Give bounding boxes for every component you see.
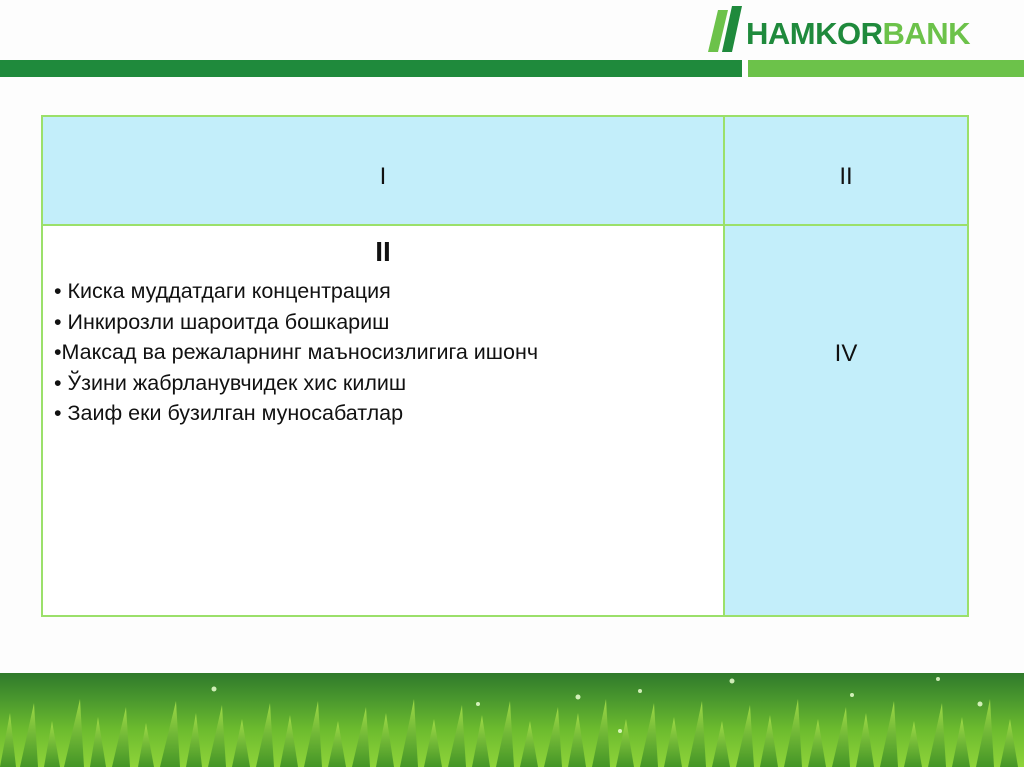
- grass-blades-icon: [0, 673, 1024, 767]
- logo-wordmark: [746, 18, 970, 49]
- logo-word-bank: BANK: [882, 16, 971, 51]
- list-item: • Инкирозли шароитда бошкариш: [54, 309, 390, 334]
- quadrant-4-label: IV: [834, 340, 858, 367]
- grass-footer-image: [0, 673, 1024, 767]
- logo-word-hamkor: HAMKOR: [746, 16, 883, 51]
- list-item: • Заиф еки бузилган муносабатлар: [54, 401, 404, 425]
- header-cell-2: [723, 115, 969, 226]
- logo-mark-icon: [702, 6, 746, 52]
- quadrant-cell-3: [41, 224, 725, 617]
- header-bar-light: [748, 60, 1024, 77]
- header-bar-dark: [0, 60, 742, 77]
- header-label-2: II: [839, 163, 853, 190]
- hamkorbank-logo: [702, 6, 1002, 52]
- quadrant-3-title: II: [375, 236, 391, 267]
- header-cell-1: [41, 115, 725, 226]
- list-item: •Максад ва режаларнинг маъносизлигига ишонч: [54, 340, 539, 364]
- list-item: • Киска муддатдаги концентрация: [54, 279, 391, 303]
- quadrant-cell-4: [723, 224, 969, 617]
- quadrant-table: [41, 115, 969, 617]
- header-label-1: I: [379, 163, 387, 190]
- list-item: • Ўзини жабрланувчидек хис килиш: [54, 370, 407, 395]
- quadrant-3-list: [54, 276, 538, 429]
